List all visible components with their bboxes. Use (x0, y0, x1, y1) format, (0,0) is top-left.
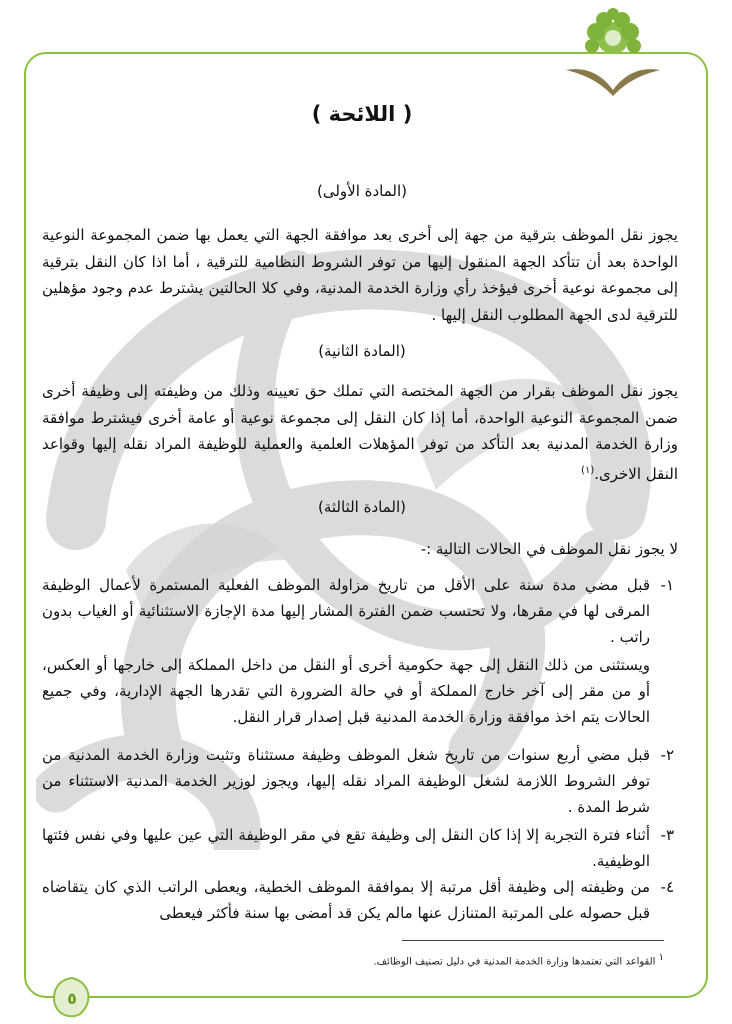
list-item (42, 572, 678, 650)
list-item (42, 652, 678, 730)
list-item-text: ويستثنى من ذلك النقل إلى جهة حكومية أخرى أو النقل من داخل المملكة إلى خارجها أو العكس، أو من مقر إلى آخر خارج المملكة أو في حالة الضرورة التي تقدرها الجهة الإدارية، وفي جميع الحالات يتم اخذ موافقة وزارة الخدمة المدنية قبل إصدار قرار النقل. (42, 656, 650, 726)
list-item-text: قبل مضي أربع سنوات من تاريخ شغل الموظف وظيفة مستثناة وتثبت وزارة الخدمة المدنية من توفر الشروط اللازمة لشغل الوظيفة المراد نقله إليها، ويجوز لوزير الخدمة المدنية الاستثناء من شرط المدة . (42, 746, 650, 816)
list-item (42, 822, 678, 874)
list-item-number: ٢- (660, 746, 674, 764)
list-item-text: قبل مضي مدة سنة على الأقل من تاريخ مزاولة الموظف الفعلية المستمرة لأعمال الوظيفة المرقى لها في مقرها، ولا تحتسب ضمن الفترة المشار إليها مدة الإجازة الاستثنائية أو الغياب بدون راتب . (42, 576, 650, 646)
list-item-text: من وظيفته إلى وظيفة أقل مرتبة إلا بموافقة الموظف الخطية، ويعطى الراتب الذي كان يتقاضاه قبل حصوله على المرتبة المتنازل عنها مالم يكن قد أمضى بها سنة فأكثر فيعطى (42, 878, 650, 922)
article3-heading: (المادة الثالثة) (318, 498, 406, 516)
footnote-text: القواعد التي تعتمدها وزارة الخدمة المدنية في دليل تصنيف الوظائف. (373, 956, 656, 968)
article2-heading: (المادة الثانية) (318, 342, 406, 360)
list-item (42, 742, 678, 820)
footnote-mark: ١ (658, 952, 664, 963)
page-title: ( اللائحة ) (311, 102, 413, 126)
footnote-divider (402, 940, 664, 941)
list-item-number: ١- (660, 576, 674, 594)
article2-body: يجوز نقل الموظف بقرار من الجهة المختصة التي تملك حق تعيينه وذلك من وظيفته إلى وظيفة أخرى ضمن المجموعة النوعية الواحدة، أما إذا كان النقل إلى مجموعة نوعية أو عامة أخرى فيشترط موافقة وزارة الخدمة المدنية بعد التأكد من توفر المؤهلات العلمية والعملية للوظيفة المراد نقله إليها وقواعد النقل الاخرى. (42, 382, 678, 483)
footnote (374, 952, 665, 967)
document-content (42, 0, 682, 1024)
list-item-number: ٤- (660, 878, 674, 896)
page-number: ٥ (67, 988, 77, 1008)
list-item (42, 874, 678, 926)
article3-intro: لا يجوز نقل الموظف في الحالات التالية :- (420, 540, 678, 558)
list-item-text: أثناء فترة التجربة إلا إذا كان النقل إلى وظيفة تقع في مقر الوظيفة التي عين عليها وفي نفس فئتها الوظيفية. (42, 826, 650, 870)
article1-text: يجوز نقل الموظف بترقية من جهة إلى أخرى بعد موافقة الجهة التي يعمل بها ضمن المجموعة النوعية الواحدة بعد أن تتأكد الجهة المنقول إليها من توفر الشروط النظامية للترقية ، أما اذا كان النقل بترقية إلى مجموعة نوعية أخرى فيؤخذ رأي وزارة الخدمة المدنية، وفي كلا الحالتين يشترط عدم وجود مؤهلين للترقية لدى الجهة المطلوب النقل إليها . (42, 226, 678, 324)
footnote-ref: (١) (581, 464, 595, 476)
list-item-number: ٣- (660, 826, 674, 844)
article1-heading: (المادة الأولى) (316, 182, 408, 200)
article2-text (42, 378, 678, 487)
